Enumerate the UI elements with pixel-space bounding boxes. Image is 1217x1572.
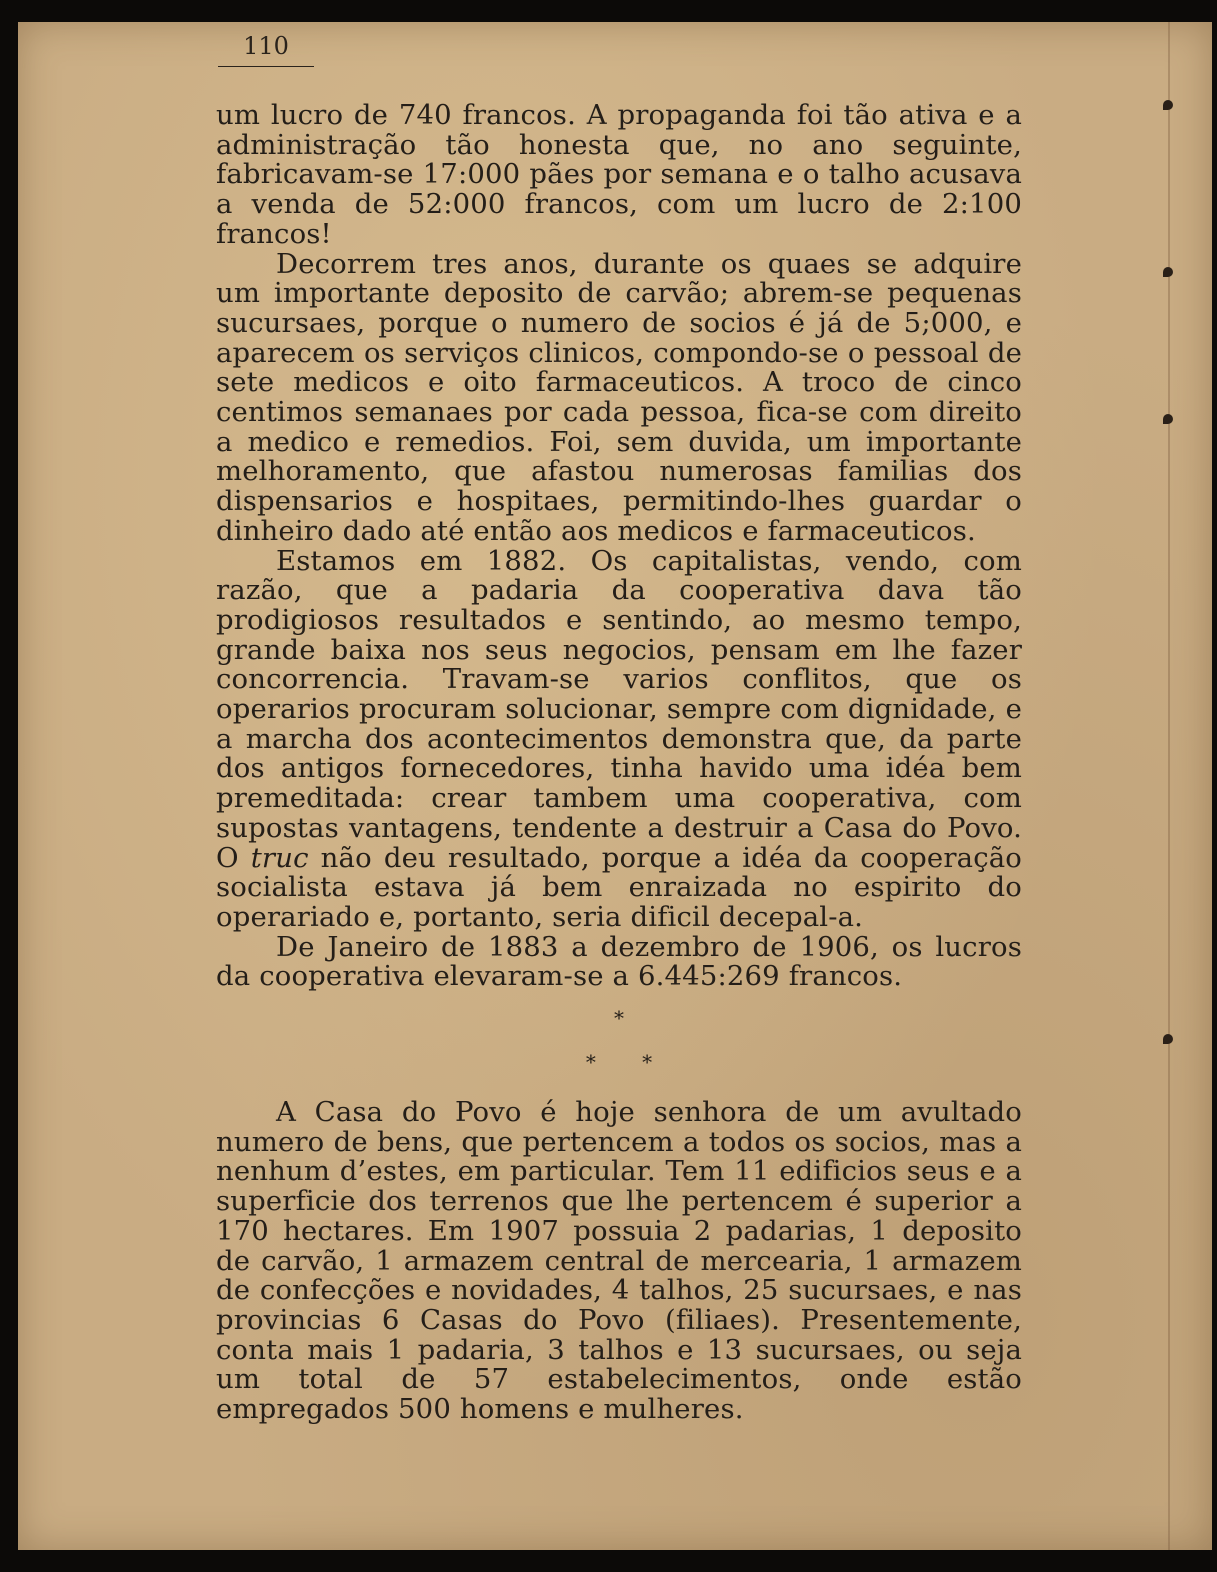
page-fold xyxy=(1168,22,1170,1550)
paragraph-text: não deu resultado, porque a idéa da cooperação socialista estava já bem enraizada no espirito do operariado e, portanto, seria dificil decepal-a. xyxy=(216,841,1023,933)
book-page xyxy=(18,22,1212,1550)
body-text-bottom xyxy=(216,1098,1022,1425)
paragraph: Decorrem tres anos, durante os quaes se adquire um importante deposito de carvão; abrem-se pequenas sucursaes, porque o numero de socios é já de 5;000, e aparecem os serviços clinicos, compondo-se o pessoal de sete medicos e oito farmaceuticos. A troco de cinco centimos semanaes por cada pessoa, fica-se com direito a medico e remedios. Foi, sem duvida, um importante melhoramento, que afastou numerosas familias dos dispensarios e hospitaes, permitindo-lhes guardar o dinheiro dado até então aos medicos e farmaceuticos. xyxy=(216,247,1022,547)
paragraph: De Janeiro de 1883 a dezembro de 1906, os lucros da cooperativa elevaram-se a 6.445:269 francos. xyxy=(216,930,1022,993)
paragraph xyxy=(216,544,1023,933)
body-text-top xyxy=(216,101,1022,992)
paragraph: A Casa do Povo é hoje senhora de um avultado numero de bens, que pertencem a todos os socios, mas a nenhum d’estes, em particular. Tem 11 edificios seus e a superficie dos terrenos que lhe pertencem é superior a 170 hectares. Em 1907 possuia 2 padarias, 1 deposito de carvão, 1 armazem central de mercearia, 1 armazem de confecções e novidades, 4 talhos, 25 sucursaes, e nas provincias 6 Casas do Povo (filiaes). Presentemente, conta mais 1 padaria, 3 talhos e 13 sucursaes, ou seja um total de 57 estabelecimentos, onde estão empregados 500 homens e mulheres. xyxy=(216,1096,1022,1426)
page-number: 110 xyxy=(243,32,289,60)
binding-mark xyxy=(1163,414,1173,424)
paragraph-text: Estamos em 1882. Os capitalistas, vendo, com razão, que a padaria da cooperativa dava tão prodigiosos resultados e sentindo, ao mesmo tempo, grande baixa nos seus negocios, pensam em lhe fazer concorrencia. Travam-se varios conflitos, que os operarios procuram solucionar, sempre com dignidade, e a marcha dos acontecimentos demonstra que, da parte dos antigos fornecedores, tinha havido uma idéa bem premeditada: crear tambem uma cooperativa, com supostas vantagens, tendente a destruir a Casa do Povo. O xyxy=(216,544,1022,874)
italic-word: truc xyxy=(250,841,309,874)
page-number-rule xyxy=(218,66,314,67)
binding-mark xyxy=(1163,100,1173,110)
section-asterism-top: * xyxy=(614,1006,624,1030)
section-asterism-bottom: * * xyxy=(585,1050,653,1074)
paragraph: um lucro de 740 francos. A propaganda foi tão ativa e a administração tão honesta que, no ano seguinte, fabricavam-se 17:000 pães por semana e o talho acusava a venda de 52:000 francos, com um lucro de 2:100 francos! xyxy=(216,99,1022,250)
binding-mark xyxy=(1163,1034,1173,1044)
binding-mark xyxy=(1163,267,1173,277)
